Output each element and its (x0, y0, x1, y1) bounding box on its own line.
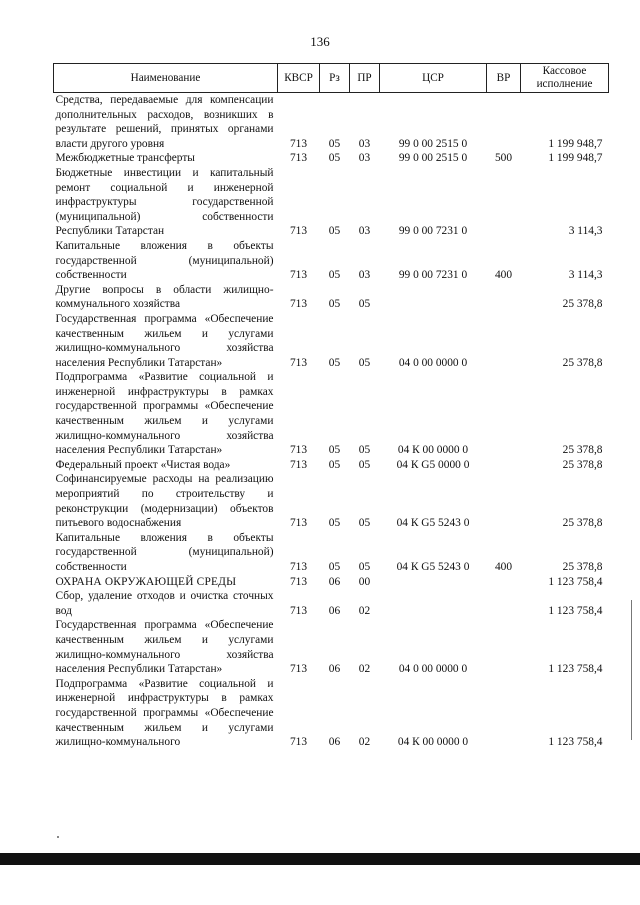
row-name: Капитальные вложения в объекты государственной (муниципальной) собственности (55, 239, 274, 282)
row-pr: 03 (358, 152, 371, 165)
row-csr: 04 К G5 5243 0 (396, 517, 470, 530)
row-csr: 99 0 00 2515 0 (398, 152, 468, 165)
table-header-row (54, 64, 609, 93)
header-rz: Рз (320, 64, 350, 93)
table-row (54, 575, 609, 590)
row-rz: 05 (328, 458, 341, 471)
row-pr: 00 (358, 575, 371, 588)
row-name: Подпрограмма «Развитие социальной и инженерной инфраструктуры в рамках государственной программы «Обеспечение качественным жильем и услугами жилищно-коммунального хозяйства населения Республики Татарстан» (55, 371, 274, 457)
row-amount: 25 378,8 (562, 298, 603, 311)
row-kvsr: 713 (289, 663, 308, 676)
header-name: Наименование (54, 64, 278, 93)
row-name: Государственная программа «Обеспечение качественным жильем и услугами жилищно-коммунального хозяйства населения Республики Татарстан» (55, 312, 274, 369)
row-rz: 05 (328, 137, 341, 150)
row-kvsr: 713 (289, 604, 308, 617)
row-rz: 06 (328, 604, 341, 617)
row-csr: 99 0 00 7231 0 (398, 269, 468, 282)
row-rz: 05 (328, 269, 341, 282)
table-row (54, 370, 609, 458)
row-vr (487, 618, 521, 676)
row-pr: 03 (358, 225, 371, 238)
row-rz: 05 (328, 152, 341, 165)
row-pr: 02 (358, 736, 371, 749)
row-kvsr: 713 (289, 575, 308, 588)
header-pr: ПР (350, 64, 380, 93)
table-row (54, 312, 609, 370)
row-amount: 1 123 758,4 (548, 736, 603, 749)
row-amount: 25 378,8 (562, 517, 603, 530)
row-name: Капитальные вложения в объекты государственной (муниципальной) собственности (55, 531, 274, 573)
row-vr (487, 166, 521, 239)
table-row (54, 458, 609, 473)
table-row (54, 166, 609, 239)
row-kvsr: 713 (289, 736, 308, 749)
row-csr: 04 К G5 0000 0 (396, 458, 470, 471)
row-csr: 04 0 00 0000 0 (398, 356, 468, 369)
row-csr: 04 К 00 0000 0 (397, 736, 469, 749)
scan-edge-line (631, 600, 632, 740)
row-amount: 3 114,3 (568, 225, 603, 238)
row-pr: 05 (358, 298, 371, 311)
row-kvsr: 713 (289, 356, 308, 369)
row-vr (487, 575, 521, 590)
row-name: Бюджетные инвестиции и капитальный ремонт социальной и инженерной инфраструктуры государственной (муниципальной) собственности Республики Татарстан (55, 166, 274, 238)
row-rz: 05 (328, 561, 341, 573)
row-rz: 05 (328, 356, 341, 369)
row-csr: 04 0 00 0000 0 (398, 663, 468, 676)
row-name: Подпрограмма «Развитие социальной и инженерной инфраструктуры в рамках государственной программы «Обеспечение качественным жильем и услугами жилищно-коммунального (55, 677, 274, 749)
row-kvsr: 713 (289, 444, 308, 457)
table-row (54, 589, 609, 618)
row-rz: 05 (328, 517, 341, 530)
header-kvsr: КВСР (278, 64, 320, 93)
table-row (54, 283, 609, 312)
row-amount: 1 123 758,4 (548, 604, 603, 617)
header-csr: ЦСР (380, 64, 487, 93)
row-vr: 500 (494, 152, 513, 165)
row-csr (380, 589, 487, 618)
row-csr: 99 0 00 7231 0 (398, 225, 468, 238)
row-amount: 1 123 758,4 (548, 663, 603, 676)
row-csr: 04 К 00 0000 0 (397, 444, 469, 457)
header-vr: ВР (487, 64, 521, 93)
row-pr: 02 (358, 604, 371, 617)
table-row (54, 677, 609, 750)
page-number: 136 (310, 34, 330, 49)
budget-table (53, 63, 609, 750)
table-row (54, 151, 609, 166)
row-kvsr: 713 (289, 225, 308, 238)
row-kvsr: 713 (289, 269, 308, 282)
row-name: Средства, передаваемые для компенсации дополнительных расходов, возникших в результате решений, принятых органами власти другого уровня (55, 94, 274, 150)
row-name: Другие вопросы в области жилищно-коммунального хозяйства (55, 283, 274, 311)
header-amount: Кассовое исполнение (521, 64, 609, 93)
row-csr (380, 575, 487, 590)
row-amount: 1 199 948,7 (548, 152, 603, 165)
row-pr: 05 (358, 517, 371, 530)
row-vr (487, 677, 521, 750)
row-kvsr: 713 (289, 298, 308, 311)
row-amount: 25 378,8 (562, 458, 603, 471)
row-name: ОХРАНА ОКРУЖАЮЩЕЙ СРЕДЫ (55, 575, 237, 588)
row-rz: 06 (328, 736, 341, 749)
row-csr (380, 283, 487, 312)
row-amount: 1 199 948,7 (548, 137, 603, 150)
row-vr (487, 370, 521, 458)
row-name: Софинансируемые расходы на реализацию мероприятий по строительству и реконструкции (модернизации) объектов питьевого водоснабжения (55, 473, 274, 530)
table-row (54, 239, 609, 283)
row-amount: 25 378,8 (562, 356, 603, 369)
row-pr: 05 (358, 444, 371, 457)
row-amount: 25 378,8 (562, 444, 603, 457)
row-csr: 04 К G5 5243 0 (396, 561, 470, 573)
row-vr (487, 283, 521, 312)
row-vr (487, 312, 521, 370)
scan-bottom-bar (0, 853, 640, 865)
row-pr: 05 (358, 356, 371, 369)
row-rz: 06 (328, 663, 341, 676)
row-pr: 03 (358, 269, 371, 282)
row-rz: 05 (328, 298, 341, 311)
table-row (54, 93, 609, 152)
row-name: Государственная программа «Обеспечение качественным жильем и услугами жилищно-коммунального хозяйства населения Республики Татарстан» (55, 619, 274, 676)
row-vr (487, 93, 521, 152)
row-vr: 400 (494, 561, 513, 573)
row-rz: 06 (328, 575, 341, 588)
row-pr: 03 (358, 137, 371, 150)
row-pr: 05 (358, 561, 371, 573)
row-pr: 02 (358, 663, 371, 676)
row-amount: 1 123 758,4 (548, 575, 603, 588)
row-rz: 05 (328, 225, 341, 238)
row-name: Межбюджетные трансферты (55, 152, 195, 165)
row-amount: 3 114,3 (568, 269, 603, 282)
row-kvsr: 713 (289, 152, 308, 165)
table-row (54, 531, 609, 575)
row-kvsr: 713 (289, 561, 308, 573)
row-vr (487, 589, 521, 618)
row-kvsr: 713 (289, 517, 308, 530)
row-kvsr: 713 (289, 137, 308, 150)
row-pr: 05 (358, 458, 371, 471)
scan-speck (57, 836, 59, 838)
row-rz: 05 (328, 444, 341, 457)
row-name: Сбор, удаление отходов и очистка сточных вод (55, 590, 274, 617)
table-row (54, 472, 609, 530)
row-amount: 25 378,8 (562, 561, 603, 573)
row-csr: 99 0 00 2515 0 (398, 137, 468, 150)
row-vr (487, 458, 521, 473)
table-row (54, 618, 609, 676)
row-vr: 400 (494, 269, 513, 282)
row-kvsr: 713 (289, 458, 308, 471)
row-name: Федеральный проект «Чистая вода» (55, 458, 231, 471)
row-vr (487, 472, 521, 530)
